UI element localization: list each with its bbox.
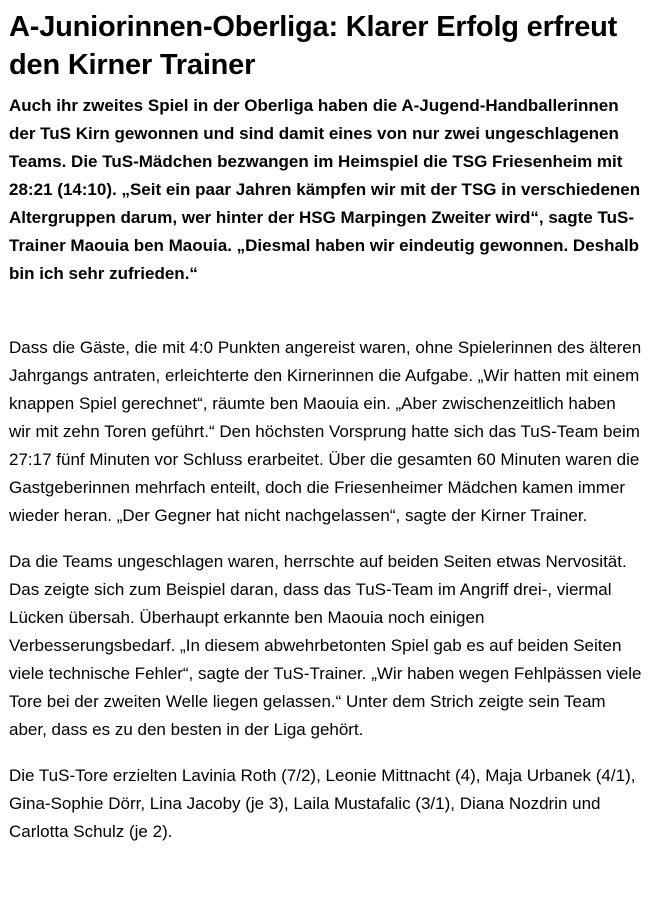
- article-paragraph-2: Da die Teams ungeschlagen waren, herrschte auf beiden Seiten etwas Nervosität. Das zeigte sich zum Beispiel daran, dass das TuS-Team im Angriff drei-, viermal Lücken übersah. Überhaupt erkannte ben Maouia noch einigen Verbesserungsbedarf. „In diesem abwehrbetonten Spiel gab es auf beiden Seiten viele technische Fehler“, sagte der TuS-Trainer. „Wir haben wegen Fehlpässen viele Tore bei der zweiten Welle liegen gelassen.“ Unter dem Strich zeigte sein Team aber, dass es zu den besten in der Liga gehört.: [9, 552, 642, 739]
- article-headline: A-Juniorinnen-Oberliga: Klarer Erfolg erfreut den Kirner Trainer: [9, 11, 618, 81]
- article-paragraph-1: Dass die Gäste, die mit 4:0 Punkten angereist waren, ohne Spielerinnen des älteren Jahrgangs antraten, erleichterte den Kirnerinnen die Aufgabe. „Wir hatten mit einem knappen Spiel gerechnet“, räumte ben Maouia ein. „Aber zwischenzeitlich haben wir mit zehn Toren geführt.“ Den höchsten Vorsprung hatte sich das TuS-Team beim 27:17 fünf Minuten vor Schluss erarbeitet. Über die gesamten 60 Minuten waren die Gastgeberinnen mehrfach enteilt, doch die Friesenheimer Mädchen kamen immer wieder heran. „Der Gegner hat nicht nachgelassen“, sagte der Kirner Trainer.: [9, 338, 642, 525]
- news-article: [9, 8, 642, 846]
- article-paragraph-3: Die TuS-Tore erzielten Lavinia Roth (7/2), Leonie Mittnacht (4), Maja Urbanek (4/1), Gina-Sophie Dörr, Lina Jacoby (je 3), Laila Mustafalic (3/1), Diana Nozdrin und Carlotta Schulz (je 2).: [9, 766, 636, 841]
- article-lead-paragraph: Auch ihr zweites Spiel in der Oberliga haben die A-Jugend-Handballerinnen der TuS Kirn gewonnen und sind damit eines von nur zwei ungeschlagenen Teams. Die TuS-Mädchen bezwangen im Heimspiel die TSG Friesenheim mit 28:21 (14:10). „Seit ein paar Jahren kämpfen wir mit der TSG in verschiedenen Altergruppen darum, wer hinter der HSG Marpingen Zweiter wird“, sagte TuS-Trainer Maouia ben Maouia. „Diesmal haben wir eindeutig gewonnen. Deshalb bin ich sehr zufrieden.“: [9, 96, 641, 283]
